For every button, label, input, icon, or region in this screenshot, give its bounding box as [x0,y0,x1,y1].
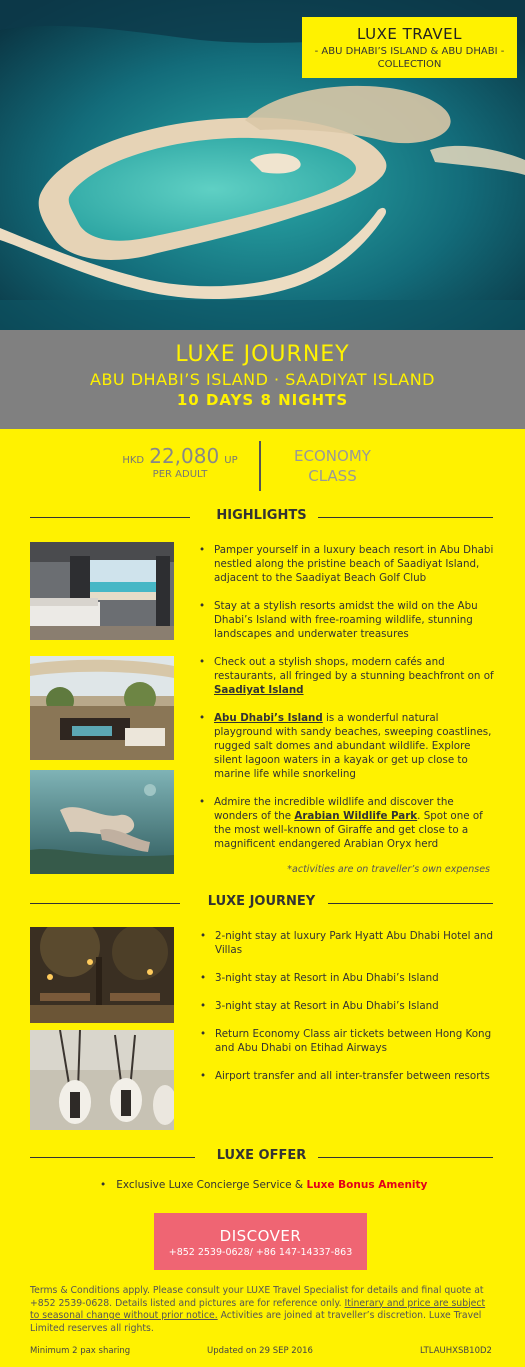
list-item [199,795,499,851]
heading-rule-right [328,903,493,904]
list-item [199,711,499,781]
activities-note: *activities are on traveller’s own expenses [287,864,490,875]
discover-label: DISCOVER [219,1227,302,1245]
highlights-heading [30,508,493,526]
abu-dhabi-island-link[interactable]: Abu Dhabi’s Island [214,712,323,724]
journey-duration: 10 DAYS 8 NIGHTS [176,391,349,409]
list-item [199,599,499,641]
safari-lounge-photo [30,656,174,760]
arabian-wildlife-park-link[interactable]: Arabian Wildlife Park [294,810,418,822]
highlight-text: Stay at a stylish resorts amidst the wild on the Abu Dhabi’s Island with free-roaming wildlife, stunning landscapes and underwater treasures [214,600,478,640]
list-item [200,1069,500,1083]
terms-part2: Activities are joined at traveller’s discretion. Luxe Travel Limited reserves all rights. [30,1310,482,1334]
terms-underlined: Itinerary and price are subject to seasonal change without prior notice. [30,1297,486,1321]
journey-title-band [0,330,525,429]
updated-date: Updated on 29 SEP 2016 [207,1346,313,1356]
journey-item-text: 2-night stay at luxury Park Hyatt Abu Dhabi Hotel and Villas [215,930,494,956]
journey-heading-label: LUXE JOURNEY [207,894,316,909]
price-block [0,441,525,491]
offer-text: Exclusive Luxe Concierge Service & [116,1179,307,1191]
journey-destination: ABU DHABI’S ISLAND · SAADIYAT ISLAND [90,370,435,389]
terms-text [30,1285,495,1335]
travel-class-line1: ECONOMY [294,447,371,465]
resort-room-photo [30,542,174,640]
snorkeling-photo [30,770,174,874]
product-code: LTLAUHXSB10D2 [420,1346,492,1356]
brand-title: LUXE TRAVEL [357,25,462,43]
travel-class-line2: CLASS [308,467,357,485]
discover-button[interactable] [154,1213,367,1270]
price-currency: HKD [122,455,145,466]
outdoor-dining-photo [30,927,174,1023]
journey-item-text: 3-night stay at Resort in Abu Dhabi’s Island [215,1000,439,1012]
journey-item-text: 3-night stay at Resort in Abu Dhabi’s Island [215,972,439,984]
offer-heading [30,1148,493,1166]
list-item [200,971,500,985]
journey-item-text: Return Economy Class air tickets between Hong Kong and Abu Dhabi on Etihad Airways [215,1028,492,1054]
min-pax: Minimum 2 pax sharing [30,1346,131,1356]
brand-tag [302,17,517,78]
list-item [199,655,499,697]
price-divider [259,441,261,491]
collection-subtitle: - ABU DHABI’S ISLAND & ABU DHABI - COLLECTION [314,46,505,70]
heading-rule-right [318,1157,493,1158]
heading-rule-right [318,517,493,518]
contact-phones: +852 2539-0628/ +86 147-14337-863 [168,1247,353,1258]
list-item [200,999,500,1013]
bonus-amenity-text: Luxe Bonus Amenity [306,1179,428,1191]
list-item [200,1027,500,1055]
terms-part1: Terms & Conditions apply. Please consult your LUXE Travel Specialist for details and final quote at +852 2539-0628. Details listed and pictures are for reference only. [30,1285,484,1309]
journey-title: LUXE JOURNEY [175,342,350,367]
oryx-herd-photo [30,1030,174,1130]
journey-heading [30,894,493,912]
highlight-text: Pamper yourself in a luxury beach resort in Abu Dhabi nestled along the pristine beach of Saadiyat Island, adjacent to the Saadiyat Beach Golf Club [214,544,494,584]
journey-item-text: Airport transfer and all inter-transfer between resorts [215,1070,490,1082]
list-item [200,929,500,957]
saadiyat-island-link[interactable]: Saadiyat Island [214,684,304,696]
offer-line [100,1179,427,1191]
price-amount: 22,080 [149,444,220,468]
highlights-list [199,543,499,851]
highlight-text: . Spot one of the most well-known of Giraffe and get close to a magnificent endangered Arabian Oryx herd [214,810,483,850]
journey-list [200,929,500,1083]
price-left [110,444,250,480]
highlight-text: Check out a stylish shops, modern cafés and restaurants, all fringed by a stunning beachfront on of [214,656,494,682]
list-item [199,543,499,585]
price-per: PER ADULT [152,469,208,480]
travel-class [270,446,395,486]
offer-heading-label: LUXE OFFER [216,1148,307,1163]
price-suffix: UP [224,455,238,466]
highlight-text: Admire the incredible wildlife and discover the wonders of the [214,796,454,822]
hero-image [0,0,525,330]
highlights-heading-label: HIGHLIGHTS [216,508,307,523]
highlight-text: is a wonderful natural playground with sandy beaches, sweeping coastlines, rugged salt domes and abundant wildlife. Explore silent lagoon waters in a kayak or get up close to marine life while snorkeling [214,712,492,780]
offer-bullet: • [100,1179,117,1191]
